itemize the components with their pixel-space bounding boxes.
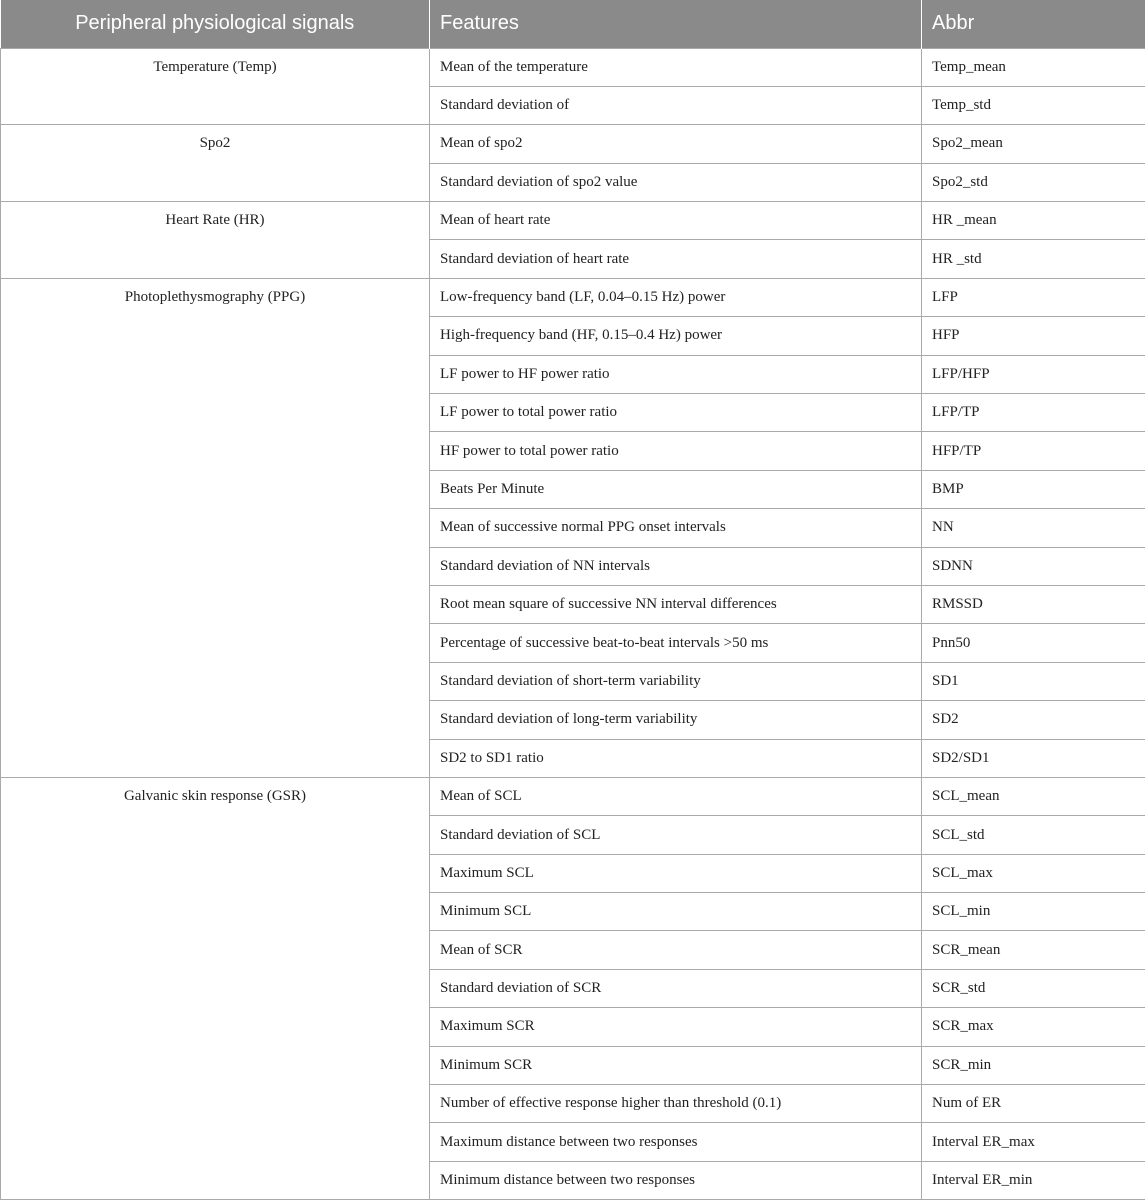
feature-cell: Standard deviation of NN intervals bbox=[430, 547, 922, 585]
signal-cell: Photoplethysmography (PPG) bbox=[1, 278, 430, 777]
signal-cell: Galvanic skin response (GSR) bbox=[1, 777, 430, 1199]
abbr-cell: SCL_min bbox=[922, 893, 1145, 931]
feature-cell: Standard deviation of spo2 value bbox=[430, 163, 922, 201]
abbr-cell: SCR_std bbox=[922, 969, 1145, 1007]
abbr-cell: HR _mean bbox=[922, 202, 1145, 240]
feature-cell: Mean of SCL bbox=[430, 777, 922, 815]
table-row bbox=[1, 202, 1145, 240]
feature-cell: Minimum distance between two responses bbox=[430, 1161, 922, 1199]
abbr-cell: SCR_min bbox=[922, 1046, 1145, 1084]
table-body bbox=[1, 48, 1145, 1200]
table-row bbox=[1, 278, 1145, 316]
feature-cell: Maximum SCR bbox=[430, 1008, 922, 1046]
abbr-cell: SCR_mean bbox=[922, 931, 1145, 969]
feature-cell: HF power to total power ratio bbox=[430, 432, 922, 470]
feature-cell: Beats Per Minute bbox=[430, 470, 922, 508]
abbr-cell: SCL_mean bbox=[922, 777, 1145, 815]
abbr-cell: HFP/TP bbox=[922, 432, 1145, 470]
abbr-cell: LFP bbox=[922, 278, 1145, 316]
abbr-cell: SCR_max bbox=[922, 1008, 1145, 1046]
feature-cell: Standard deviation of heart rate bbox=[430, 240, 922, 278]
abbr-cell: SD2 bbox=[922, 701, 1145, 739]
abbr-cell: HR _std bbox=[922, 240, 1145, 278]
feature-cell: Root mean square of successive NN interval differences bbox=[430, 585, 922, 623]
abbr-cell: SDNN bbox=[922, 547, 1145, 585]
table-row bbox=[1, 777, 1145, 815]
feature-cell: SD2 to SD1 ratio bbox=[430, 739, 922, 777]
abbr-cell: Pnn50 bbox=[922, 624, 1145, 662]
abbr-cell: NN bbox=[922, 509, 1145, 547]
feature-cell: Standard deviation of SCR bbox=[430, 969, 922, 1007]
feature-cell: Standard deviation of SCL bbox=[430, 816, 922, 854]
signal-cell: Spo2 bbox=[1, 125, 430, 202]
feature-cell: High-frequency band (HF, 0.15–0.4 Hz) power bbox=[430, 317, 922, 355]
abbr-cell: Temp_std bbox=[922, 86, 1145, 124]
feature-cell: Mean of the temperature bbox=[430, 48, 922, 86]
feature-cell: Mean of SCR bbox=[430, 931, 922, 969]
feature-cell: Maximum SCL bbox=[430, 854, 922, 892]
abbr-cell: Spo2_std bbox=[922, 163, 1145, 201]
feature-cell: Percentage of successive beat-to-beat intervals >50 ms bbox=[430, 624, 922, 662]
abbr-cell: Interval ER_min bbox=[922, 1161, 1145, 1199]
feature-cell: Mean of successive normal PPG onset intervals bbox=[430, 509, 922, 547]
abbr-cell: SD1 bbox=[922, 662, 1145, 700]
abbr-cell: Temp_mean bbox=[922, 48, 1145, 86]
feature-cell: Standard deviation of bbox=[430, 86, 922, 124]
table-row bbox=[1, 48, 1145, 86]
abbr-cell: SD2/SD1 bbox=[922, 739, 1145, 777]
feature-cell: Minimum SCL bbox=[430, 893, 922, 931]
feature-cell: Mean of spo2 bbox=[430, 125, 922, 163]
feature-cell: Low-frequency band (LF, 0.04–0.15 Hz) power bbox=[430, 278, 922, 316]
abbr-cell: HFP bbox=[922, 317, 1145, 355]
header-signal: Peripheral physiological signals bbox=[1, 0, 430, 48]
signal-cell: Temperature (Temp) bbox=[1, 48, 430, 125]
table-row bbox=[1, 125, 1145, 163]
abbr-cell: LFP/TP bbox=[922, 394, 1145, 432]
abbr-cell: Num of ER bbox=[922, 1085, 1145, 1123]
feature-cell: LF power to HF power ratio bbox=[430, 355, 922, 393]
feature-cell: Maximum distance between two responses bbox=[430, 1123, 922, 1161]
feature-cell: Number of effective response higher than threshold (0.1) bbox=[430, 1085, 922, 1123]
header-features: Features bbox=[430, 0, 922, 48]
header-abbr: Abbr bbox=[922, 0, 1145, 48]
table-header bbox=[1, 0, 1145, 48]
signal-cell: Heart Rate (HR) bbox=[1, 202, 430, 279]
abbr-cell: SCL_std bbox=[922, 816, 1145, 854]
feature-cell: LF power to total power ratio bbox=[430, 394, 922, 432]
abbr-cell: Spo2_mean bbox=[922, 125, 1145, 163]
feature-cell: Standard deviation of short-term variability bbox=[430, 662, 922, 700]
feature-cell: Standard deviation of long-term variability bbox=[430, 701, 922, 739]
abbr-cell: LFP/HFP bbox=[922, 355, 1145, 393]
abbr-cell: Interval ER_max bbox=[922, 1123, 1145, 1161]
feature-cell: Mean of heart rate bbox=[430, 202, 922, 240]
abbr-cell: RMSSD bbox=[922, 585, 1145, 623]
abbr-cell: SCL_max bbox=[922, 854, 1145, 892]
abbr-cell: BMP bbox=[922, 470, 1145, 508]
feature-cell: Minimum SCR bbox=[430, 1046, 922, 1084]
header-row bbox=[1, 0, 1145, 48]
